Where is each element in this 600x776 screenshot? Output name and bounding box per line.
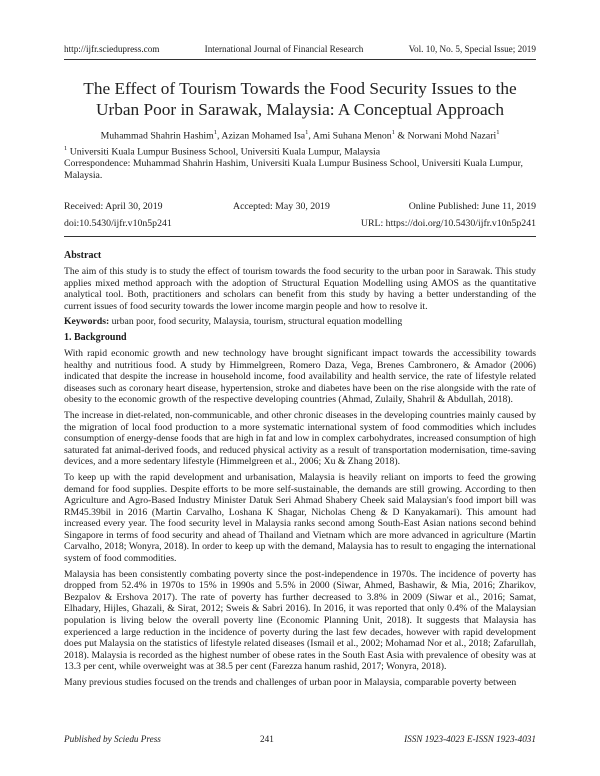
body-paragraph: To keep up with the rapid development and urbanisation, Malaysia is heavily reliant on imports to feed the growing demand for food supplies. Despite efforts to be more self-sustainable, the demands are still growing. According to then Agriculture and Agro-Based Industry Minister Datuk Seri Ahmad Shabery Cheek said Malaysian's food import bill was RM45.39bil in 2016 (Martin Carvalho, Loshana K Shagar, Nicholas Cheng & D Kanyakamari). This amount had increased every year. The food security level in Malaysia ranks second among South-East Asian nations second behind Singapore in terms of food security and ahead of Thailand and Vietnam which are more advanced in agriculture (Martin Carvalho, 2018; Wonyra, 2018). In order to keep up with the demand, Malaysia has to result to engaging the international system of food commodities. <box>64 471 536 565</box>
author-list: Muhammad Shahrin Hashim$^1$, Azizan Mohamed Isa$^1$, Ami Suhana Menon$^1$ & Norwani Mohd Nazari$^1$ <box>100 129 500 142</box>
header-rule <box>64 59 536 60</box>
author-affiliation-mark: 1 <box>496 129 500 136</box>
body-paragraph: With rapid economic growth and new technology have brought significant impact towards the accessibility towards healthy and nutritious food. A study by Himmelgreen, Romero Daza, Vega, Brenes Cambronero, & Amador (2006) indicated that despite the increase in household income, food availability and health service, the rate of lifestyle related diseases such as coronary heart disease, hypertension, stroke and diabetes have been on the rise alongside with the rate of obesity to the economic growth of the respective developing countries (Ahmad, Zulaily, Shahril & Abdullah, 2018). <box>64 347 536 406</box>
paper-title: The Effect of Tourism Towards the Food Security Issues to the Urban Poor in Sarawak, Malaysia: A Conceptual Approach <box>83 79 517 119</box>
affiliation-mark: 1 <box>64 145 68 152</box>
keywords <box>64 316 536 328</box>
author-affiliation-mark: 1 <box>213 129 218 136</box>
author-name: Ami Suhana Menon <box>312 130 392 142</box>
affiliation <box>64 143 536 158</box>
accepted-date: Accepted: May 30, 2019 <box>233 201 330 212</box>
author-name: Muhammad Shahrin Hashim <box>100 130 214 142</box>
footer-issn: ISSN 1923-4023 E-ISSN 1923-4031 <box>404 734 536 744</box>
paper-body <box>64 250 536 693</box>
author-name: Norwani Mohd Nazari <box>407 130 497 142</box>
journal-name: International Journal of Financial Research <box>204 44 364 54</box>
author-affiliation-mark: 1 <box>305 129 309 136</box>
journal-url[interactable]: http://ijfr.sciedupress.com <box>64 44 160 54</box>
body-paragraph: The increase in diet-related, non-communicable, and other chronic diseases in the developing countries mainly caused by the migration of local food production to a more systematic international system of food commodities which includes consumption of energy-dense foods that are high in fat and low in complex carbohydrates, increased consumption of high saturated fat animal-derived foods, and reduced physical activity as a result of transportation modernisation, time-saving devices, and a more sedentary lifestyle (Himmelgreen et al., 2006; Xu & Zhang 2018). <box>64 409 536 468</box>
journal-volume: Vol. 10, No. 5, Special Issue; 2019 <box>408 44 536 54</box>
section-heading: 1. Background <box>64 331 127 343</box>
author-name: Azizan Mohamed Isa <box>221 130 306 142</box>
doi-url[interactable]: URL: https://doi.org/10.5430/ijfr.v10n5p241 <box>360 218 536 229</box>
author-affiliation-mark: 1 <box>391 129 395 136</box>
abstract-text: The aim of this study is to study the effect of tourism towards the food security to the urban poor in Sarawak. This study applies mixed method approach with the adoption of Structural Equation Modelling using AMOS as the quantitative analytical tool. Both, practitioners and scholars can benefit from this study by having a better understanding of the current issues of food security towards the lower income margin people and how to resolve it. <box>64 266 536 312</box>
body-paragraph: Malaysia has been consistently combating poverty since the post-independence in 1970s. The incidence of poverty has dropped from 52.4% in 1970s to 15% in 1990s and 5.5% in 2000 (Siwar, Ahmed, Bashawir, & Mia, 2016; Zharikov, Bezpalov & Ershova 2017). The rate of poverty has further decreased to 3.8% in 2009 (Siwar et al., 2016; Samat, Elhadary, Hijles, Ghazali, & Sirat, 2012; Sweis & Sabri 2016). In 2016, it was reported that only 0.4% of the Malaysian population is living below the overall poverty line (Economic Planning Unit, 2018). It suggests that Malaysia has experienced a large reduction in the incidence of poverty during the last few decades, however with rapid development does put Malaysia on the statistics of lifestyle related diseases (Ismail et al., 2002; Mohamad Nor et al., 2018; Zafarullah, 2018). Malaysia is recorded as the highest number of obese rates in the South East Asia with prevalence of obesity was at 13.3 per cent, while overweight was at 38.5 per cent (Farezza hanum rashid, 2017; Wonyra, 2018). <box>64 568 536 673</box>
correspondence: Correspondence: Muhammad Shahrin Hashim, Universiti Kuala Lumpur Business School, Universiti Kuala Lumpur, Malaysia. <box>64 158 523 182</box>
dates-rule <box>64 236 536 237</box>
page-number: 241 <box>260 734 274 744</box>
published-date: Online Published: June 11, 2019 <box>408 201 536 212</box>
keywords-label: Keywords: <box>64 316 110 328</box>
running-header <box>64 44 536 55</box>
abstract-heading: Abstract <box>64 250 102 261</box>
footer-publisher: Published by Sciedu Press <box>64 734 161 744</box>
affiliation-text: Universiti Kuala Lumpur Business School, Universiti Kuala Lumpur, Malaysia <box>69 146 381 158</box>
page-footer <box>64 734 536 745</box>
received-date: Received: April 30, 2019 <box>64 201 163 212</box>
keywords-text: urban poor, food security, Malaysia, tourism, structural equation modelling <box>109 316 403 328</box>
doi: doi:10.5430/ijfr.v10n5p241 <box>64 218 172 229</box>
publication-dates <box>64 201 536 235</box>
body-paragraph: Many previous studies focused on the trends and challenges of urban poor in Malaysia, comparable poverty between <box>64 677 517 688</box>
